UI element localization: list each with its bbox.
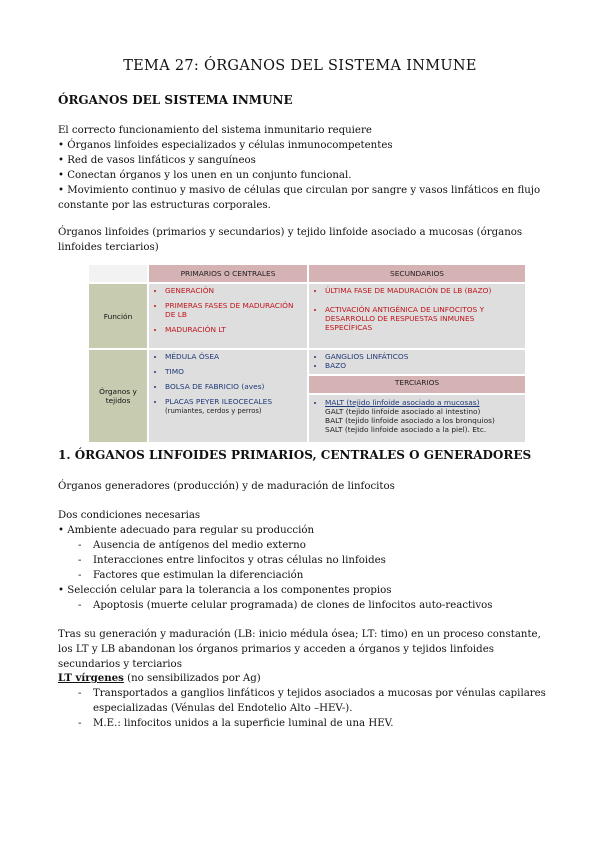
text-line: BALT (tejido linfoide asociado a los bronquios) (325, 416, 495, 425)
section-heading: ÓRGANOS DEL SISTEMA INMUNE (58, 93, 293, 107)
bullet: • Red de vasos linfáticos y sanguíneos (58, 155, 256, 166)
lt-section (58, 671, 548, 731)
list-item: • TIMO (165, 367, 303, 376)
section-heading: 1. ÓRGANOS LINFOIDES PRIMARIOS, CENTRALES O GENERADORES (58, 448, 532, 462)
list-item: • MADURACIÓN LT (165, 325, 303, 334)
cell-organos-secundarios (308, 349, 526, 443)
bullet: • Conectan órganos y los unen en un conjunto funcional. (58, 170, 352, 181)
document-title: TEMA 27: ÓRGANOS DEL SISTEMA INMUNE (123, 58, 477, 74)
item-note: (rumiantes, cerdos y perros) (165, 407, 262, 415)
header-terciarios: TERCIARIOS (309, 376, 525, 393)
sub-item: - Interacciones entre linfocitos y otras células no linfoides (73, 553, 548, 568)
row-header-funcion: Función (88, 283, 148, 349)
text-line: El correcto funcionamiento del sistema inmunitario requiere (58, 125, 372, 136)
sub-item: - Transportados a ganglios linfáticos y tejidos asociados a mucosas por vénulas capilares especializadas (Vénulas del Endotelio Alto –HEV-). (73, 686, 548, 716)
sub-item: - Apoptosis (muerte celular programada) de clones de linfocitos auto-reactivos (73, 598, 548, 613)
sub-item: - Ausencia de antígenos del medio externo (73, 538, 548, 553)
bullet: • Órganos linfoides especializados y células inmunocompetentes (58, 140, 393, 151)
header-secundarios: SECUNDARIOS (308, 264, 526, 283)
paragraph: Órganos generadores (producción) y de maduración de linfocitos (58, 481, 395, 492)
cell-funcion-secundarios (308, 283, 526, 349)
paragraph: Tras su generación y maduración (LB: inicio médula ósea; LT: timo) en un proceso constante, los LT y LB abandonan los órganos primarios y acceden a órganos y tejidos linfoides secundarios y terciarios (58, 629, 541, 670)
item-note: (aves) (241, 382, 265, 391)
table-corner (88, 264, 148, 283)
conditions-list (58, 508, 548, 613)
text-line: Dos condiciones necesarias (58, 510, 201, 521)
lymphoid-organs-table (87, 263, 527, 444)
bullet: • Selección celular para la tolerancia a los componentes propios (58, 585, 392, 596)
list-item: • BAZO (325, 361, 521, 370)
bullet: • Movimiento continuo y masivo de células que circulan por sangre y vasos linfáticos en flujo constante por las estructuras corporales. (58, 185, 541, 211)
sub-item: - Factores que estimulan la diferenciación (73, 568, 548, 583)
list-item: • MALT (tejido linfoide asociado a mucosas) (325, 398, 521, 407)
list-item: • MÉDULA ÓSEA (165, 352, 303, 361)
term-note: (no sensibilizados por Ag) (123, 673, 261, 684)
text-line (58, 671, 548, 686)
text-line: GALT (tejido linfoide asociado al intestino) (325, 407, 481, 416)
sub-item: - M.E.: linfocitos unidos a la superficie luminal de una HEV. (73, 716, 548, 731)
list-item: • GENERACIÓN (165, 286, 303, 295)
item-text: BOLSA DE FABRICIO (165, 382, 239, 391)
row-header-organos: Órganos y tejidos (88, 349, 148, 443)
terciarios-organs (309, 395, 525, 442)
list-item (165, 397, 303, 415)
list-item: • PRIMERAS FASES DE MADURACIÓN DE LB (165, 301, 303, 319)
list-item: • ACTIVACIÓN ANTIGÉNICA DE LINFOCITOS Y DESARROLLO DE RESPUESTAS INMUNES ESPECÍFICAS (325, 305, 521, 332)
text-line: SALT (tejido linfoide asociado a la piel). Etc. (325, 425, 487, 434)
intro-paragraph-2: Órganos linfoides (primarios y secundarios) y tejido linfoide asociado a mucosas (órganos linfoides terciarios) (58, 227, 523, 253)
list-item: • ÚLTIMA FASE DE MADURACIÓN DE LB (BAZO) (325, 286, 521, 295)
list-item (165, 382, 303, 391)
bullet: • Ambiente adecuado para regular su producción (58, 525, 315, 536)
header-primarios: PRIMARIOS O CENTRALES (148, 264, 308, 283)
item-text: PLACAS PEYER ILEOCECALES (165, 397, 273, 406)
list-item: • GANGLIOS LINFÁTICOS (325, 352, 521, 361)
secundarios-organs (309, 350, 525, 374)
bold-term: LT vírgenes (58, 672, 124, 684)
cell-funcion-primarios (148, 283, 308, 349)
cell-organos-primarios (148, 349, 308, 443)
intro-paragraph (58, 123, 548, 213)
